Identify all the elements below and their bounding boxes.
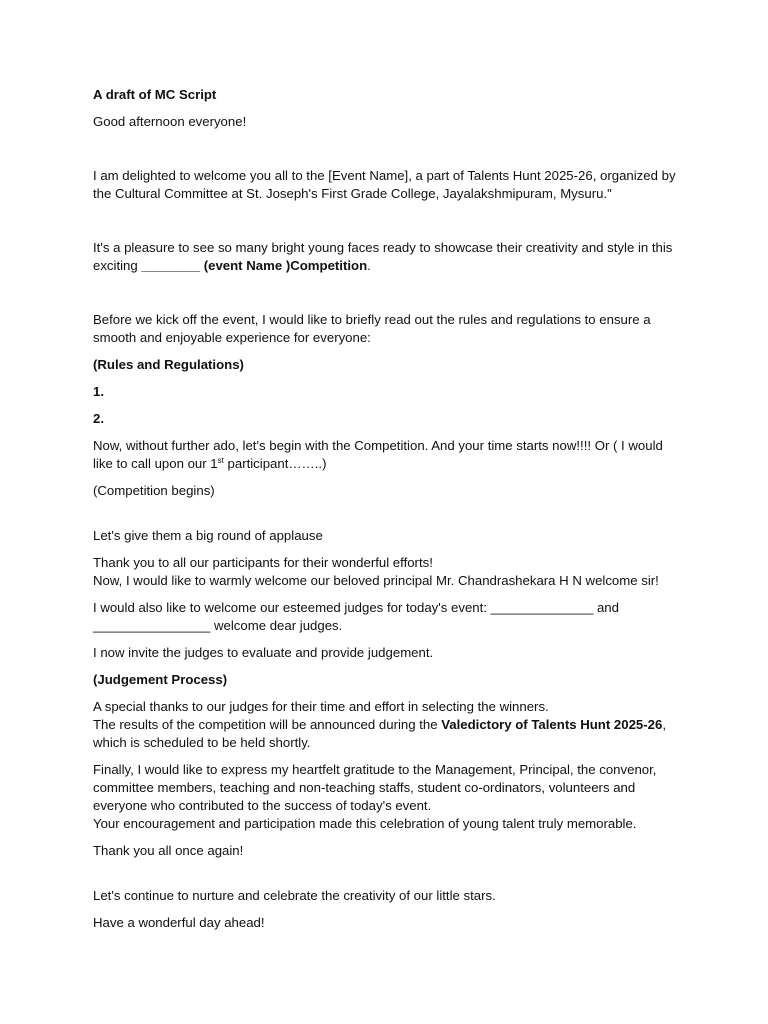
- rules-intro-paragraph: Before we kick off the event, I would like to briefly read out the rules and regulations to ensure a smooth and enjoyable experience for everyone:: [93, 312, 651, 345]
- invite-judges-paragraph: I now invite the judges to evaluate and provide judgement.: [93, 645, 434, 660]
- encouragement-line: Your encouragement and participation made this celebration of young talent truly memorable.: [93, 816, 637, 831]
- welcome-principal-line: Now, I would like to warmly welcome our beloved principal Mr. Chandrashekara H N welcome sir!: [93, 573, 659, 588]
- ordinal-superscript: st: [217, 456, 224, 465]
- valedictory-name: Valedictory of Talents Hunt 2025-26: [441, 717, 663, 732]
- welcome-paragraph: I am delighted to welcome you all to the [Event Name], a part of Talents Hunt 2025-26, organized by the Cultural Committee at St. Joseph's First Grade College, Jayalakshmipuram, Mysuru.": [93, 168, 676, 201]
- applause-paragraph: Let's give them a big round of applause: [93, 528, 323, 543]
- begin-paragraph: [93, 437, 683, 473]
- thank-again-paragraph: Thank you all once again!: [93, 843, 244, 858]
- gratitude-paragraph: Finally, I would like to express my heartfelt gratitude to the Management, Principal, the convenor, committee members, teaching and non-teaching staffs, student co-ordinators, volunteers and everyone who contributed to the success of today's event.: [93, 762, 657, 813]
- pleasure-end: .: [367, 258, 371, 273]
- pleasure-paragraph: [93, 239, 683, 275]
- thanks-judges-line: A special thanks to our judges for their time and effort in selecting the winners.: [93, 699, 549, 714]
- thanks-participants-line: Thank you to all our participants for their wonderful efforts!: [93, 555, 433, 570]
- document-title: A draft of MC Script: [93, 87, 217, 102]
- results-end: , which is scheduled to be held shortly.: [93, 717, 666, 750]
- results-paragraph: [93, 716, 683, 752]
- begin-text: Now, without further ado, let's begin with the Competition. And your time starts now!!!! Or ( I would like to call upon our 1: [93, 438, 663, 471]
- document-body: [93, 86, 683, 941]
- welcome-judges-paragraph: I would also like to welcome our esteemed judges for today's event: ______________ and ________________ welcome dear judges.: [93, 600, 619, 633]
- greeting-paragraph: Good afternoon everyone!: [93, 114, 247, 129]
- begin-end: participant……..): [223, 456, 327, 471]
- rule-item-2: 2.: [93, 411, 104, 426]
- closing-paragraph: Have a wonderful day ahead!: [93, 915, 265, 930]
- rules-heading: (Rules and Regulations): [93, 357, 244, 372]
- nurture-paragraph: Let's continue to nurture and celebrate the creativity of our little stars.: [93, 888, 496, 903]
- competition-begins-note: (Competition begins): [93, 483, 215, 498]
- judgement-heading: (Judgement Process): [93, 672, 228, 687]
- event-name-blank: ________ (event Name )Competition: [141, 258, 368, 273]
- results-text: The results of the competition will be announced during the: [93, 717, 442, 732]
- rule-item-1: 1.: [93, 384, 104, 399]
- pleasure-text: It's a pleasure to see so many bright young faces ready to showcase their creativity and style in this exciting: [93, 240, 673, 273]
